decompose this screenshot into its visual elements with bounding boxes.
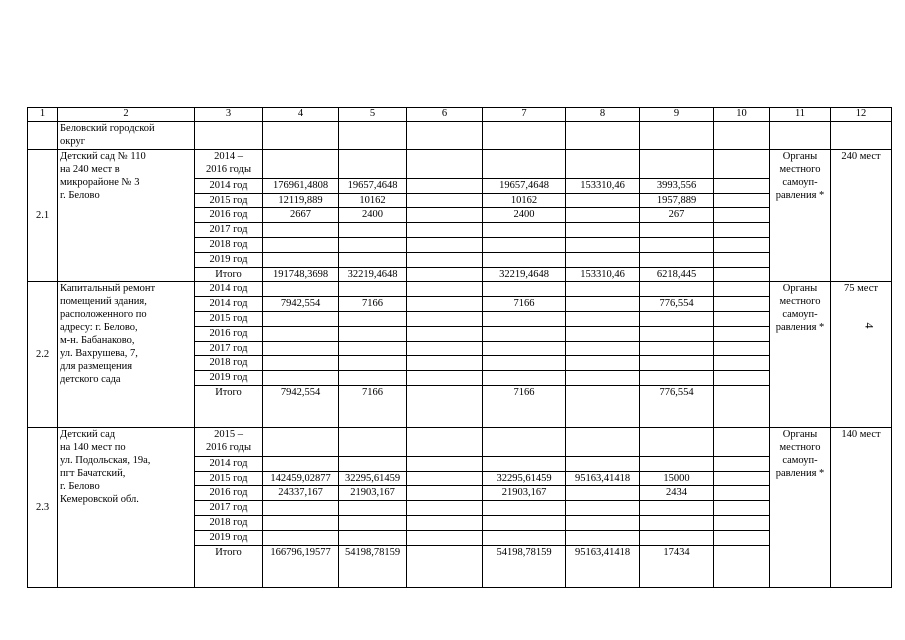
project-name: Детский сад на 140 мест по ул. Подольская, 19а, пгт Бачатский, г. Белово Кемеровской обл.: [58, 428, 195, 588]
period-cell: 2016 год: [195, 486, 263, 501]
value-cell: [714, 385, 770, 427]
period-cell: 2014 – 2016 годы: [195, 150, 263, 179]
value-cell: [566, 428, 640, 457]
value-cell: [566, 486, 640, 501]
empty-cell: [714, 121, 770, 150]
value-cell: 54198,78159: [483, 545, 566, 587]
value-cell: 54198,78159: [339, 545, 407, 587]
column-number: 12: [831, 108, 892, 122]
value-cell: [483, 501, 566, 516]
value-cell: [566, 237, 640, 252]
column-number: 1: [28, 108, 58, 122]
value-cell: [566, 371, 640, 386]
value-cell: [407, 530, 483, 545]
period-cell: 2014 год: [195, 297, 263, 312]
value-cell: [714, 428, 770, 457]
period-cell: 2018 год: [195, 356, 263, 371]
value-cell: [714, 501, 770, 516]
value-cell: [640, 428, 714, 457]
value-cell: 32295,61459: [339, 471, 407, 486]
budget-table: [27, 107, 892, 588]
period-cell: 2015 год: [195, 311, 263, 326]
value-cell: [263, 356, 339, 371]
empty-cell: [195, 121, 263, 150]
value-cell: 153310,46: [566, 178, 640, 193]
period-cell: 2019 год: [195, 252, 263, 267]
column-number: 10: [714, 108, 770, 122]
value-cell: [566, 311, 640, 326]
value-cell: 7166: [483, 385, 566, 427]
value-cell: [640, 501, 714, 516]
value-cell: [263, 252, 339, 267]
empty-cell: [263, 121, 339, 150]
period-cell: 2019 год: [195, 530, 263, 545]
value-cell: 776,554: [640, 297, 714, 312]
value-cell: 21903,167: [339, 486, 407, 501]
value-cell: 32219,4648: [339, 267, 407, 282]
section-code: 2.1: [28, 150, 58, 282]
value-cell: [407, 326, 483, 341]
value-cell: [566, 150, 640, 179]
value-cell: 7942,554: [263, 297, 339, 312]
district-row: [28, 121, 892, 150]
value-cell: [263, 311, 339, 326]
value-cell: [640, 326, 714, 341]
value-cell: 32219,4648: [483, 267, 566, 282]
value-cell: [483, 150, 566, 179]
value-cell: 153310,46: [566, 267, 640, 282]
value-cell: [263, 326, 339, 341]
value-cell: 267: [640, 208, 714, 223]
value-cell: [407, 223, 483, 238]
value-cell: 21903,167: [483, 486, 566, 501]
capacity-cell: 240 мест: [831, 150, 892, 282]
value-cell: 10162: [339, 193, 407, 208]
empty-cell: [566, 121, 640, 150]
period-cell: 2014 год: [195, 456, 263, 471]
value-cell: [714, 326, 770, 341]
value-cell: [407, 385, 483, 427]
value-cell: 19657,4648: [483, 178, 566, 193]
capacity-cell: 140 мест: [831, 428, 892, 588]
value-cell: 176961,4808: [263, 178, 339, 193]
value-cell: 3993,556: [640, 178, 714, 193]
value-cell: [263, 150, 339, 179]
column-number: 3: [195, 108, 263, 122]
value-cell: [640, 341, 714, 356]
value-cell: [714, 208, 770, 223]
value-cell: [339, 252, 407, 267]
value-cell: [640, 282, 714, 297]
value-cell: [407, 456, 483, 471]
value-cell: [339, 515, 407, 530]
value-cell: [640, 223, 714, 238]
value-cell: [714, 223, 770, 238]
value-cell: [339, 326, 407, 341]
value-cell: 776,554: [640, 385, 714, 427]
column-number: 8: [566, 108, 640, 122]
value-cell: [339, 311, 407, 326]
value-cell: [714, 471, 770, 486]
value-cell: [714, 193, 770, 208]
period-cell: 2015 год: [195, 471, 263, 486]
value-cell: [407, 311, 483, 326]
value-cell: [640, 371, 714, 386]
value-cell: [566, 223, 640, 238]
period-cell: Итого: [195, 385, 263, 427]
value-cell: [407, 282, 483, 297]
value-cell: [483, 356, 566, 371]
period-cell: 2017 год: [195, 223, 263, 238]
value-cell: [407, 341, 483, 356]
value-cell: 142459,02877: [263, 471, 339, 486]
period-cell: 2017 год: [195, 501, 263, 516]
value-cell: [640, 530, 714, 545]
value-cell: 7166: [483, 297, 566, 312]
column-number: 6: [407, 108, 483, 122]
value-cell: [714, 530, 770, 545]
value-cell: [263, 515, 339, 530]
value-cell: [566, 501, 640, 516]
period-cell: 2017 год: [195, 341, 263, 356]
value-cell: 2400: [483, 208, 566, 223]
value-cell: [407, 471, 483, 486]
value-cell: [640, 252, 714, 267]
value-cell: [407, 428, 483, 457]
value-cell: [714, 150, 770, 179]
value-cell: [339, 371, 407, 386]
value-cell: [407, 237, 483, 252]
period-cell: 2015 – 2016 годы: [195, 428, 263, 457]
value-cell: [714, 371, 770, 386]
value-cell: [263, 530, 339, 545]
value-cell: [263, 282, 339, 297]
value-cell: [714, 515, 770, 530]
value-cell: [714, 545, 770, 587]
value-cell: [566, 456, 640, 471]
value-cell: [566, 385, 640, 427]
value-cell: [640, 237, 714, 252]
value-cell: [407, 371, 483, 386]
value-cell: [407, 515, 483, 530]
value-cell: [483, 237, 566, 252]
page-number: 4: [862, 322, 877, 329]
value-cell: [339, 428, 407, 457]
value-cell: 10162: [483, 193, 566, 208]
column-number: 4: [263, 108, 339, 122]
period-cell: Итого: [195, 545, 263, 587]
value-cell: [407, 545, 483, 587]
value-cell: [566, 530, 640, 545]
empty-cell: [831, 121, 892, 150]
value-cell: 12119,889: [263, 193, 339, 208]
value-cell: 95163,41418: [566, 545, 640, 587]
period-cell: 2018 год: [195, 237, 263, 252]
project-name: Капитальный ремонт помещений здания, расположенного по адресу: г. Белово, м-н. Бабанаково, ул. Вахрушева, 7, для размещения детского сада: [58, 282, 195, 428]
value-cell: [339, 341, 407, 356]
value-cell: 7166: [339, 385, 407, 427]
value-cell: [263, 223, 339, 238]
column-number: 7: [483, 108, 566, 122]
value-cell: [566, 208, 640, 223]
table-row: [28, 428, 892, 457]
value-cell: [407, 208, 483, 223]
responsible-body: Органы местного самоуп- равления *: [770, 282, 831, 428]
value-cell: [263, 341, 339, 356]
value-cell: [640, 311, 714, 326]
period-cell: 2015 год: [195, 193, 263, 208]
value-cell: [407, 356, 483, 371]
value-cell: [483, 515, 566, 530]
section-code: 2.3: [28, 428, 58, 588]
value-cell: [407, 252, 483, 267]
value-cell: 2400: [339, 208, 407, 223]
period-cell: 2018 год: [195, 515, 263, 530]
value-cell: [407, 297, 483, 312]
responsible-body: Органы местного самоуп- равления *: [770, 428, 831, 588]
value-cell: [339, 356, 407, 371]
value-cell: [483, 326, 566, 341]
value-cell: [339, 530, 407, 545]
value-cell: [640, 150, 714, 179]
value-cell: [339, 237, 407, 252]
table-row: [28, 150, 892, 179]
empty-cell: [483, 121, 566, 150]
empty-cell: [407, 121, 483, 150]
column-number: 2: [58, 108, 195, 122]
value-cell: [263, 456, 339, 471]
value-cell: [483, 341, 566, 356]
value-cell: [263, 237, 339, 252]
value-cell: 24337,167: [263, 486, 339, 501]
period-cell: Итого: [195, 267, 263, 282]
value-cell: [483, 530, 566, 545]
period-cell: 2019 год: [195, 371, 263, 386]
value-cell: [339, 223, 407, 238]
empty-cell: [339, 121, 407, 150]
value-cell: [483, 371, 566, 386]
value-cell: [640, 356, 714, 371]
value-cell: 7942,554: [263, 385, 339, 427]
value-cell: [483, 311, 566, 326]
value-cell: [714, 282, 770, 297]
value-cell: [714, 311, 770, 326]
value-cell: [566, 356, 640, 371]
column-number-row: [28, 108, 892, 122]
value-cell: [714, 486, 770, 501]
value-cell: 19657,4648: [339, 178, 407, 193]
project-name: Детский сад № 110 на 240 мест в микрорайоне № 3 г. Белово: [58, 150, 195, 282]
table-row: [28, 282, 892, 297]
value-cell: 15000: [640, 471, 714, 486]
value-cell: [714, 456, 770, 471]
table-body: [28, 108, 892, 588]
value-cell: 166796,19577: [263, 545, 339, 587]
period-cell: 2014 год: [195, 282, 263, 297]
value-cell: [339, 282, 407, 297]
value-cell: [263, 501, 339, 516]
value-cell: [566, 341, 640, 356]
empty-cell: [640, 121, 714, 150]
section-code: 2.2: [28, 282, 58, 428]
value-cell: [640, 515, 714, 530]
column-number: 9: [640, 108, 714, 122]
value-cell: [483, 428, 566, 457]
value-cell: [483, 252, 566, 267]
value-cell: [483, 223, 566, 238]
value-cell: [339, 501, 407, 516]
empty-cell: [28, 121, 58, 150]
value-cell: 95163,41418: [566, 471, 640, 486]
value-cell: 17434: [640, 545, 714, 587]
value-cell: 2434: [640, 486, 714, 501]
value-cell: [714, 341, 770, 356]
column-number: 5: [339, 108, 407, 122]
value-cell: [714, 237, 770, 252]
value-cell: [566, 282, 640, 297]
value-cell: [407, 267, 483, 282]
period-cell: 2016 год: [195, 326, 263, 341]
value-cell: [407, 501, 483, 516]
value-cell: 32295,61459: [483, 471, 566, 486]
empty-cell: [770, 121, 831, 150]
value-cell: [566, 193, 640, 208]
value-cell: 1957,889: [640, 193, 714, 208]
period-cell: 2016 год: [195, 208, 263, 223]
value-cell: [339, 456, 407, 471]
value-cell: [714, 297, 770, 312]
value-cell: [566, 297, 640, 312]
value-cell: [566, 252, 640, 267]
value-cell: [566, 326, 640, 341]
value-cell: [407, 178, 483, 193]
value-cell: [483, 282, 566, 297]
value-cell: [339, 150, 407, 179]
column-number: 11: [770, 108, 831, 122]
value-cell: [714, 252, 770, 267]
value-cell: 2667: [263, 208, 339, 223]
period-cell: 2014 год: [195, 178, 263, 193]
value-cell: [714, 356, 770, 371]
value-cell: [407, 150, 483, 179]
value-cell: [566, 515, 640, 530]
responsible-body: Органы местного самоуп- равления *: [770, 150, 831, 282]
value-cell: 6218,445: [640, 267, 714, 282]
value-cell: 191748,3698: [263, 267, 339, 282]
value-cell: [407, 193, 483, 208]
capacity-cell: 75 мест: [831, 282, 892, 428]
value-cell: [407, 486, 483, 501]
value-cell: [714, 178, 770, 193]
value-cell: [263, 371, 339, 386]
district-name: Беловский городской округ: [58, 121, 195, 150]
value-cell: 7166: [339, 297, 407, 312]
value-cell: [263, 428, 339, 457]
value-cell: [714, 267, 770, 282]
value-cell: [640, 456, 714, 471]
value-cell: [483, 456, 566, 471]
